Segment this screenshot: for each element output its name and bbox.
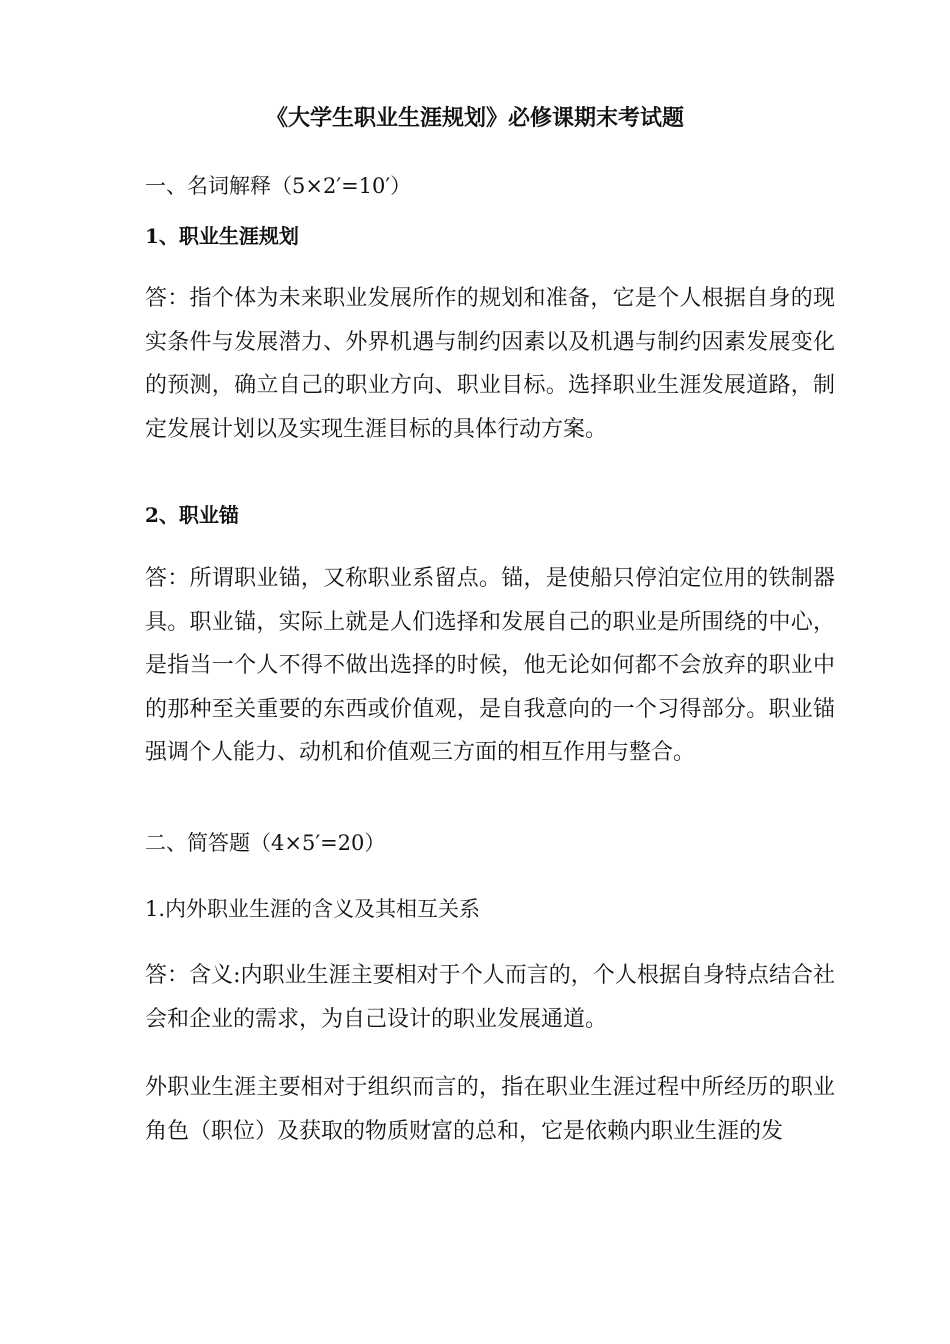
section-heading-short-answer: 二、简答题（4×5′=20） — [145, 831, 386, 855]
term-heading-career-anchor: 2、职业锚 — [145, 503, 239, 527]
question-internal-external-career: 1.内外职业生涯的含义及其相互关系 — [145, 897, 481, 921]
section-heading-definitions: 一、名词解释（5×2′=10′） — [145, 174, 412, 198]
answer-external-career-paragraph: 外职业生涯主要相对于组织而言的，指在职业生涯过程中所经历的职业角色（职位）及获取的物质财富的总和，它是依赖内职业生涯的发 — [145, 1075, 835, 1144]
page-title: 《大学生职业生涯规划》必修课期末考试题 — [265, 105, 684, 131]
term-heading-career-planning: 1、职业生涯规划 — [145, 224, 299, 248]
answer-internal-career-paragraph: 答：含义:内职业生涯主要相对于个人而言的，个人根据自身特点结合社会和企业的需求，为自己设计的职业发展通道。 — [145, 963, 835, 1032]
answer-career-anchor: 答：所谓职业锚，又称职业系留点。锚，是使船只停泊定位用的铁制器具。职业锚，实际上就是人们选择和发展自己的职业是所围绕的中心，是指当一个人不得不做出选择的时候，他无论如何都不会放弃的职业中的那种至关重要的东西或价值观，是自我意向的一个习得部分。职业锚强调个人能力、动机和价值观三方面的相互作用与整合。 — [145, 566, 835, 765]
answer-career-planning: 答：指个体为未来职业发展所作的规划和准备，它是个人根据自身的现实条件与发展潜力、外界机遇与制约因素以及机遇与制约因素发展变化的预测，确立自己的职业方向、职业目标。选择职业生涯发展道路，制定发展计划以及实现生涯目标的具体行动方案。 — [145, 286, 835, 442]
